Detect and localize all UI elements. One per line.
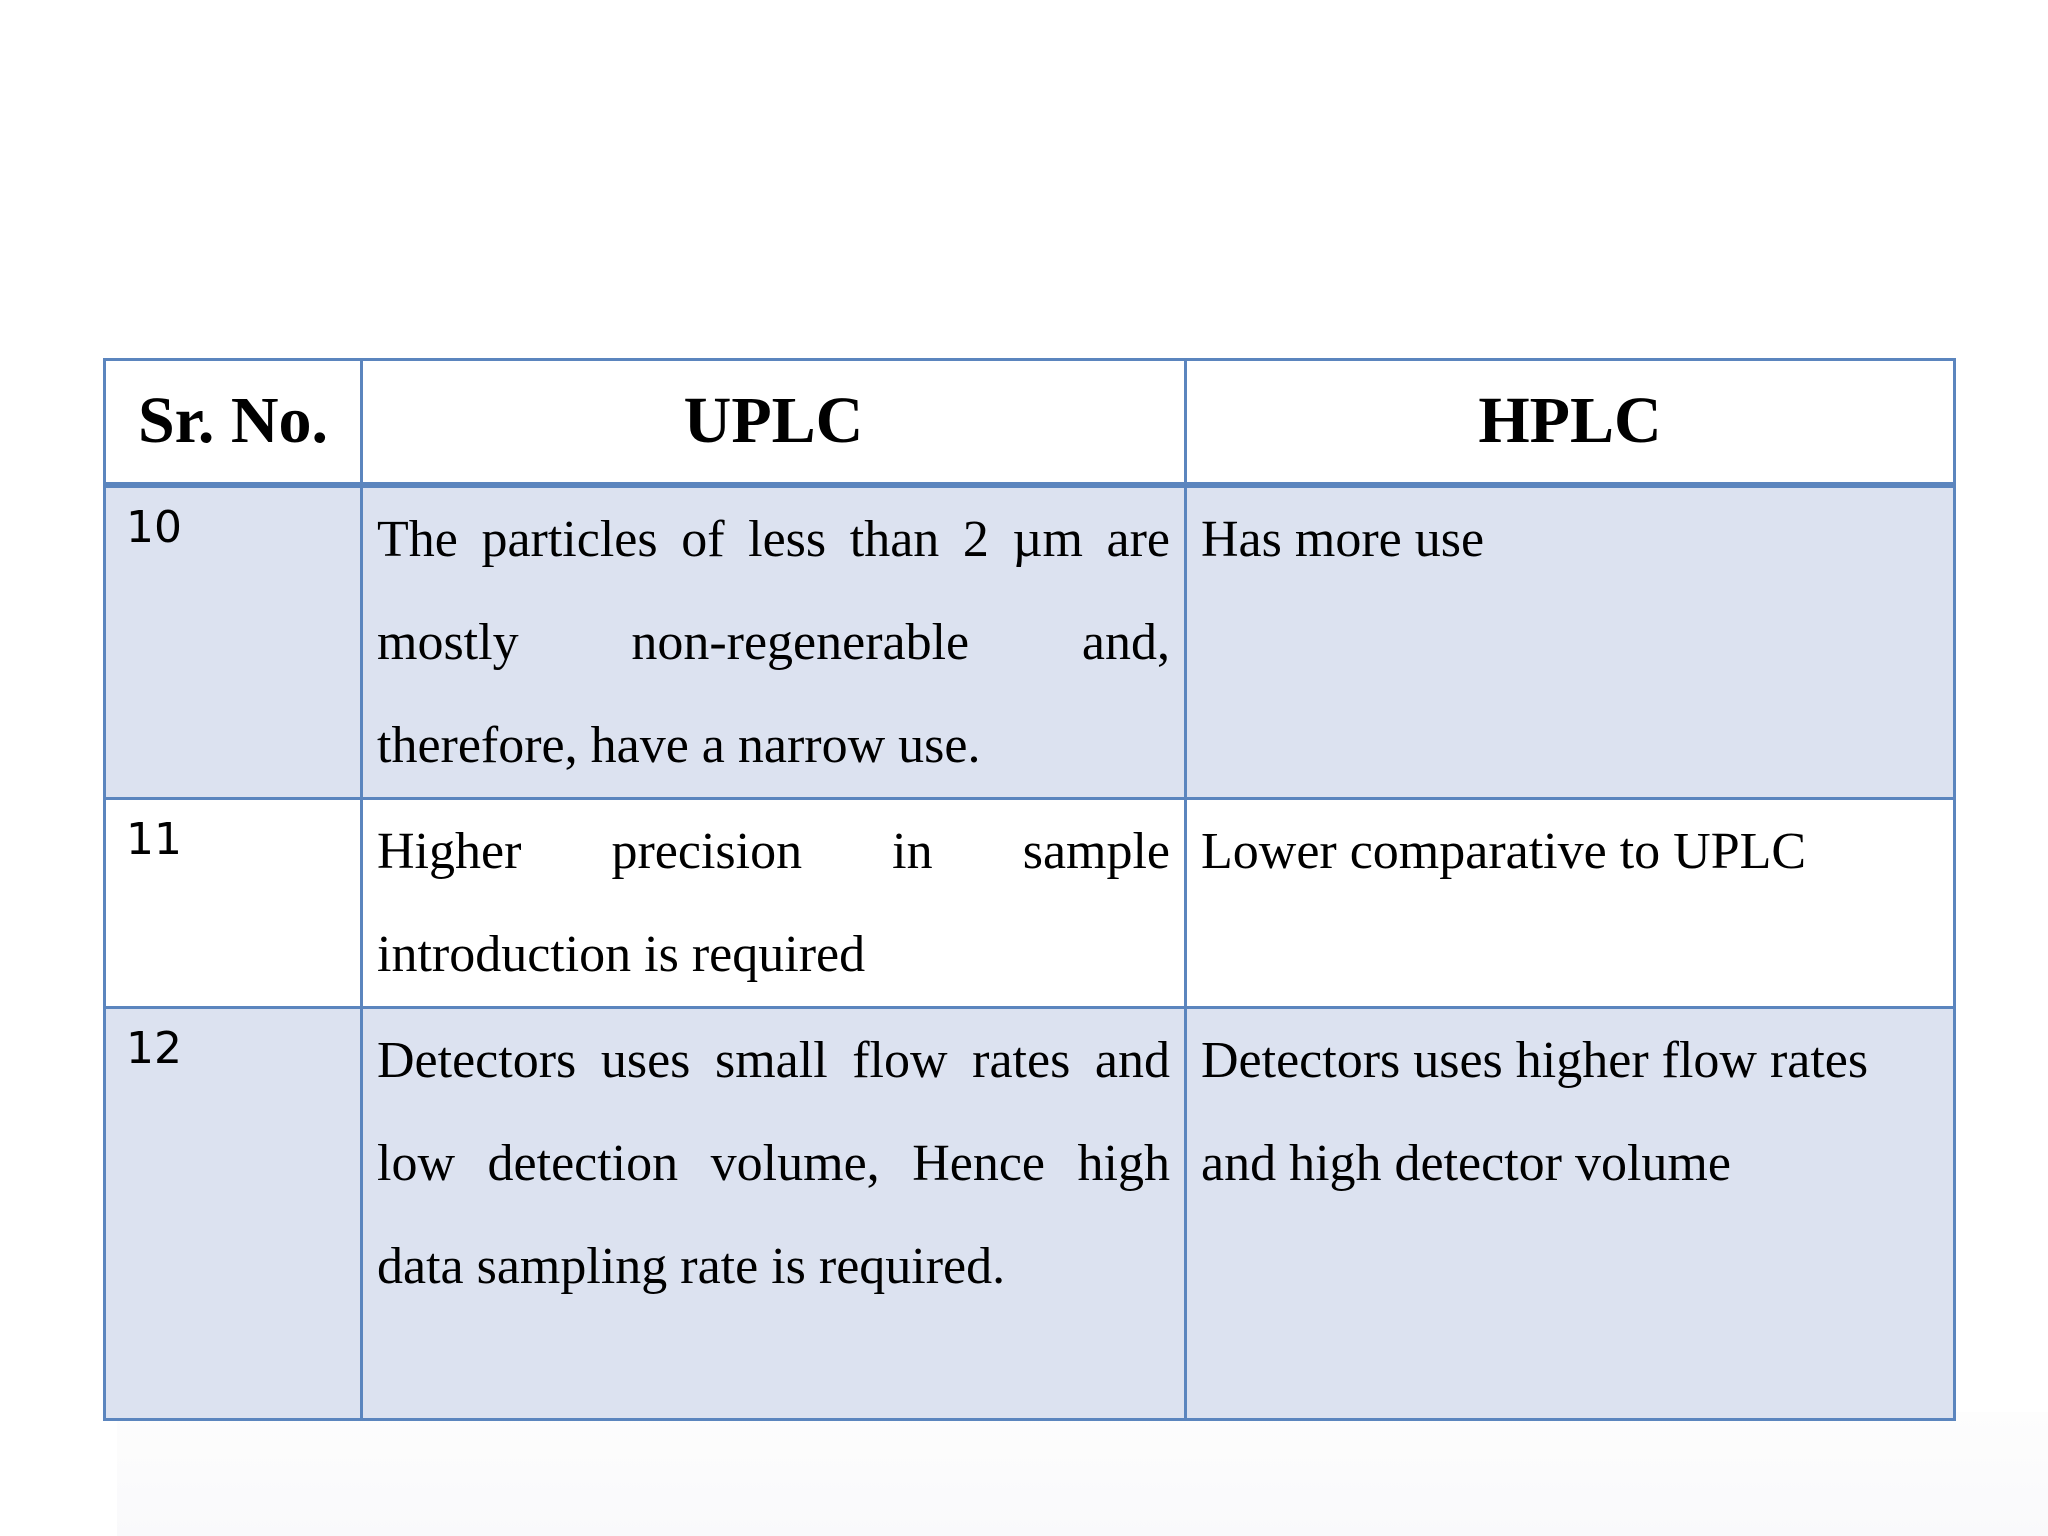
- row-uplc-cell: Detectors uses small flow rates and low detection volume, Hence high data sampling rate is required.: [362, 1007, 1186, 1419]
- row-uplc-cell: The particles of less than 2 µm are mostly non-regenerable and, therefore, have a narrow use.: [362, 485, 1186, 799]
- background-shade: [117, 1412, 2048, 1536]
- row-sr-no: 12: [105, 1007, 362, 1419]
- row-hplc-cell: Lower comparative to UPLC: [1186, 798, 1955, 1007]
- row-uplc-cell: Higher precision in sample introduction is required: [362, 798, 1186, 1007]
- header-sr-no: Sr. No.: [105, 360, 362, 485]
- table-row: [105, 485, 1955, 799]
- comparison-table: [103, 358, 1956, 1421]
- row-sr-no: 10: [105, 485, 362, 799]
- table-row: [105, 1007, 1955, 1419]
- header-hplc: HPLC: [1186, 360, 1955, 485]
- table-row: [105, 798, 1955, 1007]
- row-hplc-cell: Detectors uses higher flow rates and high detector volume: [1186, 1007, 1955, 1419]
- table-header-row: [105, 360, 1955, 485]
- row-sr-no: 11: [105, 798, 362, 1007]
- header-uplc: UPLC: [362, 360, 1186, 485]
- row-hplc-cell: Has more use: [1186, 485, 1955, 799]
